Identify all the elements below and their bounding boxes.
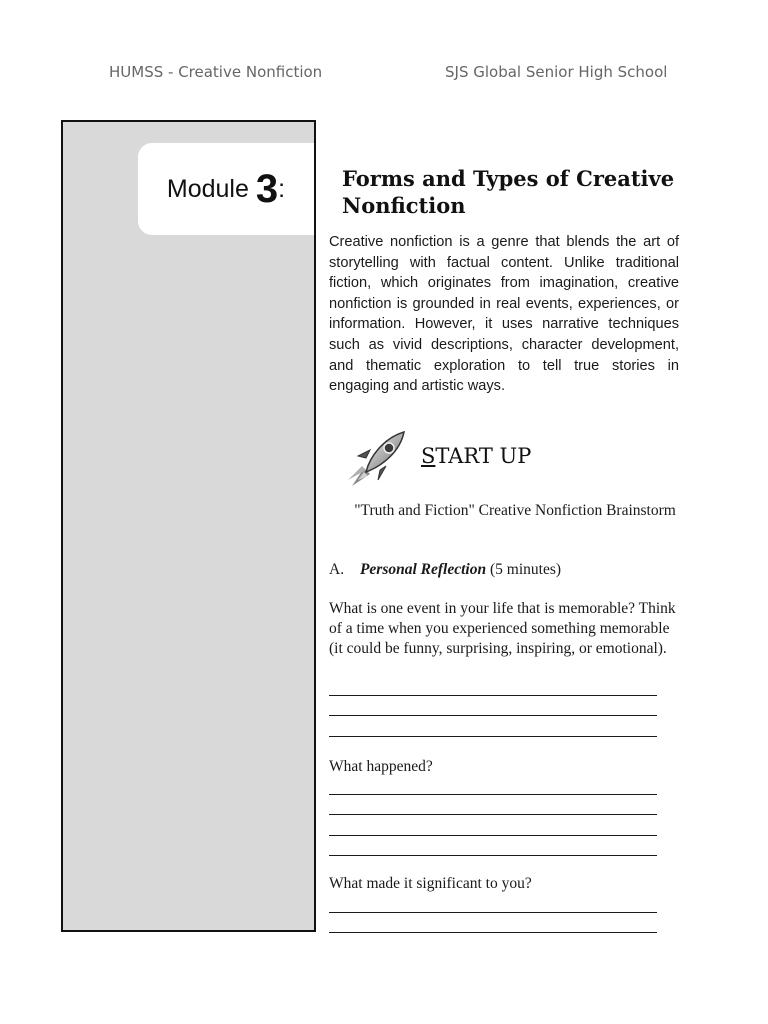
section-duration: (5 minutes) — [489, 561, 562, 578]
answer-line[interactable] — [329, 675, 657, 696]
header-course: HUMSS - Creative Nonfiction — [109, 63, 323, 81]
startup-heading — [421, 444, 531, 468]
module-label: Module — [166, 174, 249, 203]
question-3: What made it significant to you? — [329, 875, 532, 892]
answer-lines-1[interactable] — [329, 675, 657, 737]
section-a-heading — [329, 560, 561, 580]
section-name: Personal Reflection — [359, 561, 487, 578]
header-school: SJS Global Senior High School — [445, 63, 668, 81]
answer-lines-3[interactable] — [329, 892, 657, 933]
answer-line[interactable] — [329, 913, 657, 934]
startup-rest: TART UP — [435, 444, 532, 468]
rocket-icon — [344, 428, 408, 490]
answer-line[interactable] — [329, 795, 657, 816]
answer-line[interactable] — [329, 836, 657, 857]
question-2: What happened? — [329, 758, 433, 775]
module-colon: : — [278, 174, 286, 203]
intro-paragraph: Creative nonfiction is a genre that blends the art of storytelling with factual content. Unlike traditional fiction, which originates from imagination, creative nonfiction is grounded in real events, experiences, or information. However, it uses narrative techniques such as vivid descriptions, character development, and thematic exploration to tell true stories in engaging and artistic ways. — [329, 234, 679, 395]
answer-line[interactable] — [329, 774, 657, 795]
question-1: What is one event in your life that is memorable? Think of a time when you experienced something memorable (it could be funny, surprising, inspiring, or emotional). — [329, 600, 676, 657]
answer-line[interactable] — [329, 892, 657, 913]
module-tab — [138, 143, 314, 235]
startup-first-letter: S — [421, 444, 436, 468]
answer-line[interactable] — [329, 815, 657, 836]
module-number: 3 — [255, 166, 279, 211]
module-title: Forms and Types of Creative Nonfiction — [342, 166, 675, 218]
answer-lines-2[interactable] — [329, 774, 657, 856]
sidebar-panel — [61, 120, 316, 932]
section-letter: A. — [329, 561, 345, 578]
answer-line[interactable] — [329, 696, 657, 717]
activity-title: "Truth and Fiction" Creative Nonfiction Brainstorm — [354, 502, 676, 519]
answer-line[interactable] — [329, 716, 657, 737]
